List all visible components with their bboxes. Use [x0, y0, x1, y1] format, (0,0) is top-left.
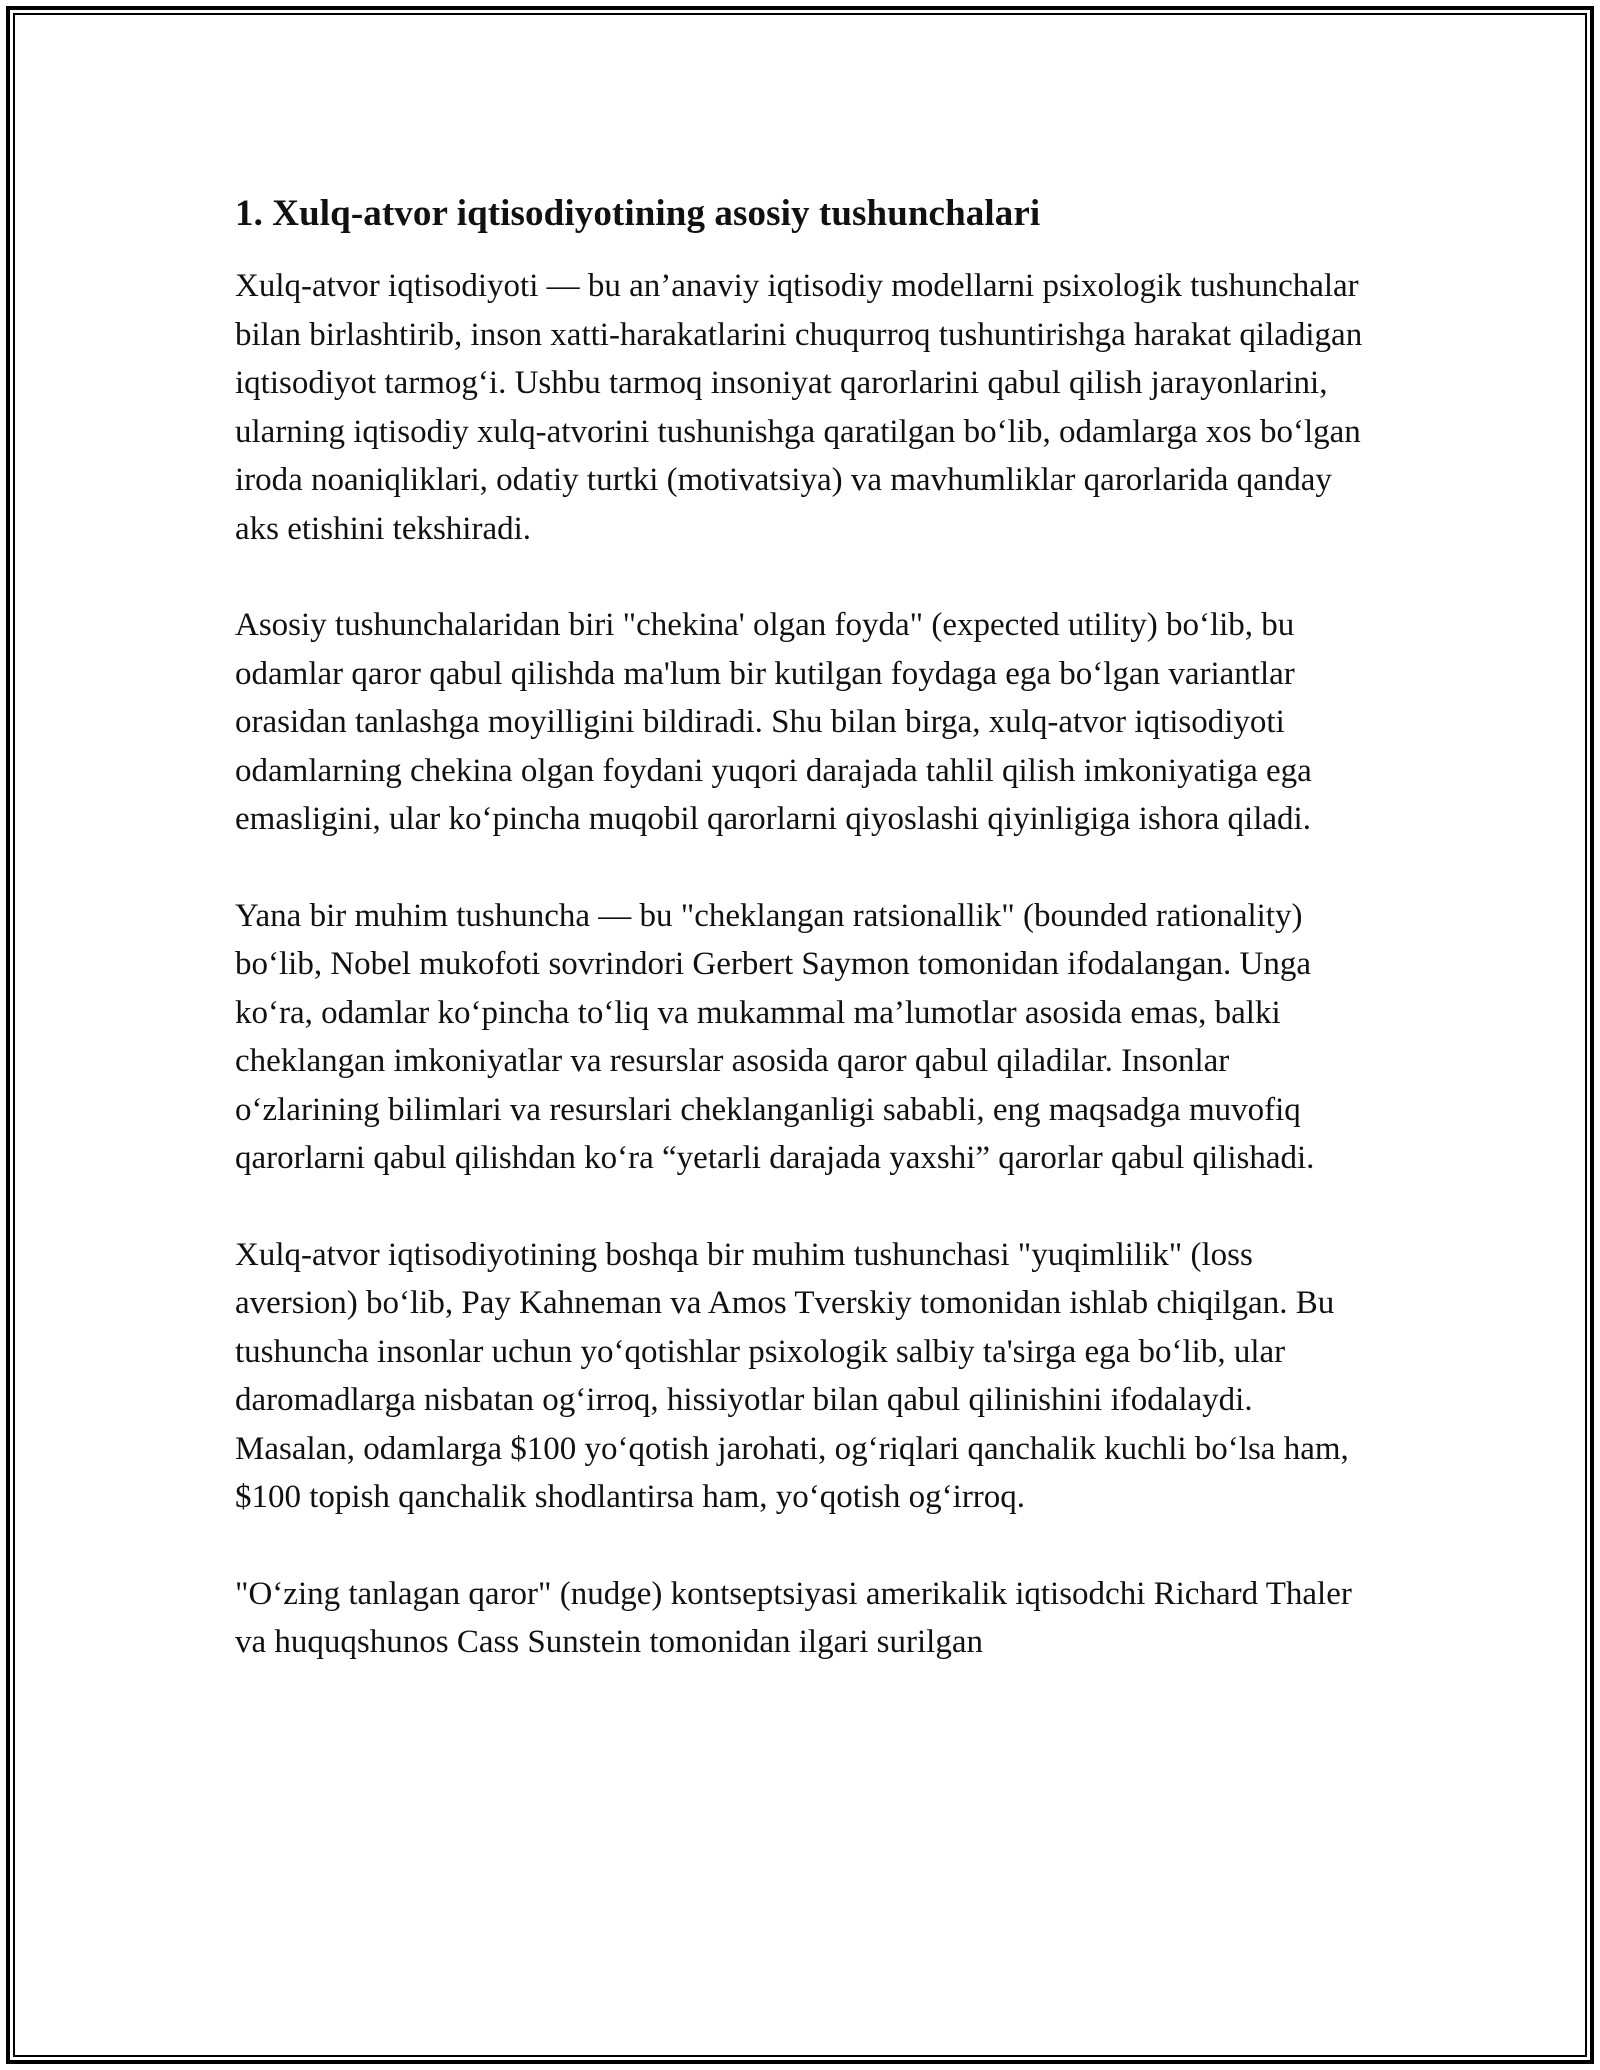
document-body	[235, 188, 1370, 1715]
paragraph-bounded-rationality: Yana bir muhim tushuncha — bu "cheklangan ratsionallik" (bounded rationality) bo‘lib, Nobel mukofoti sovrindori Gerbert Saymon tomonidan ifodalangan. Unga ko‘ra, odamlar ko‘pincha to‘liq va mukammal ma’lumotlar asosida emas, balki cheklangan imkoniyatlar va resurslar asosida qaror qabul qiladilar. Insonlar o‘zlarining bilimlari va resurslari cheklanganligi sababli, eng maqsadga muvofiq qarorlarni qabul qilishdan ko‘ra “yetarli darajada yaxshi” qarorlar qabul qilishadi.	[235, 897, 1315, 1176]
paragraph-intro: Xulq-atvor iqtisodiyoti — bu an’anaviy iqtisodiy modellarni psixologik tushunchalar bilan birlashtirib, inson xatti-harakatlarini chuqurroq tushuntirishga harakat qiladigan iqtisodiyot tarmog‘i. Ushbu tarmoq insoniyat qarorlarini qabul qilish jarayonlarini, ularning iqtisodiy xulq-atvorini tushunishga qaratilgan bo‘lib, odamlarga xos bo‘lgan iroda noaniqliklari, odatiy turtki (motivatsiya) va mavhumliklar qarorlarida qanday aks etishini tekshiradi.	[235, 268, 1363, 547]
paragraph-loss-aversion: Xulq-atvor iqtisodiyotining boshqa bir muhim tushunchasi "yuqimlilik" (loss aversion) bo‘lib, Pay Kahneman va Amos Tverskiy tomonidan ishlab chiqilgan. Bu tushuncha insonlar uchun yo‘qotishlar psixologik salbiy ta'sirga ega bo‘lib, ular daromadlarga nisbatan og‘irroq, hissiyotlar bilan qabul qilinishini ifodalaydi. Masalan, odamlarga $100 yo‘qotish jarohati, og‘riqlari qanchalik kuchli bo‘lsa ham, $100 topish qanchalik shodlantirsa ham, yo‘qotish og‘irroq.	[235, 1236, 1349, 1515]
section-heading: 1. Xulq-atvor iqtisodiyotining asosiy tushunchalari	[235, 193, 1041, 234]
paragraph-nudge: "O‘zing tanlagan qaror" (nudge) kontseptsiyasi amerikalik iqtisodchi Richard Thaler va huquqshunos Cass Sunstein tomonidan ilgari surilgan	[235, 1575, 1352, 1660]
paragraph-expected-utility: Asosiy tushunchalaridan biri "chekina' olgan foyda" (expected utility) bo‘lib, bu odamlar qaror qabul qilishda ma'lum bir kutilgan foydaga ega bo‘lgan variantlar orasidan tanlashga moyilligini bildiradi. Shu bilan birga, xulq-atvor iqtisodiyoti odamlarning chekina olgan foydani yuqori darajada tahlil qilish imkoniyatiga ega emasligini, ular ko‘pincha muqobil qarorlarni qiyoslashi qiyinligiga ishora qiladi.	[235, 607, 1312, 837]
